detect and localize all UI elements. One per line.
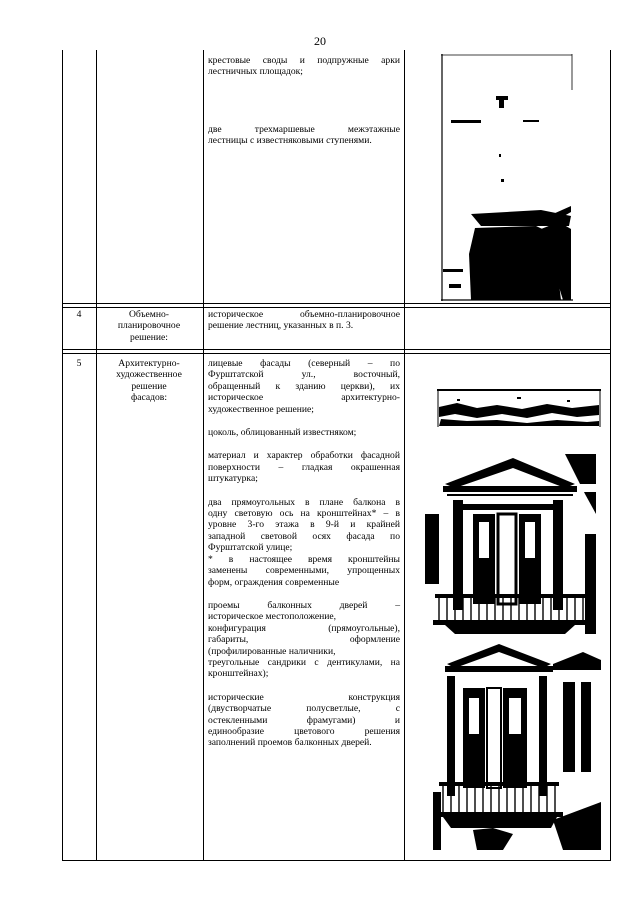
paragraph — [208, 497, 400, 588]
text-line: западной световой осях фасада по — [208, 530, 400, 542]
text-line: историческое местоположение, — [208, 611, 337, 623]
text-line: планировочное — [117, 320, 181, 332]
text-line: штукатурка; — [208, 473, 258, 485]
balcony-photo-2 — [433, 642, 601, 850]
paragraph — [208, 309, 400, 332]
text-line: две трехмаршевые межэтажные — [208, 123, 400, 135]
staircase-photo-graphic — [441, 54, 573, 301]
column-divider-1 — [96, 50, 97, 861]
text-line: остекленными фрамугами) и — [208, 714, 400, 726]
plinth-photo-graphic — [437, 389, 601, 427]
row-divider-b — [62, 307, 611, 308]
text-line: решение — [131, 380, 167, 392]
row-divider-a — [62, 303, 611, 304]
text-line: уровне 3-го этажа в 9-й и крайней — [208, 519, 400, 531]
paragraph — [208, 450, 400, 484]
text-line: заполнений проемов балконных дверей. — [208, 737, 372, 749]
row-divider-d — [62, 353, 611, 354]
table-border-bottom — [62, 860, 611, 861]
column-divider-2 — [203, 50, 204, 861]
text-line: Фурштатской улице; — [208, 542, 293, 554]
column-divider-3 — [404, 50, 405, 861]
row-5-name — [99, 358, 199, 404]
text-line: художественное решение; — [208, 403, 314, 415]
text-line: решение лестниц, указанных в п. 3. — [208, 320, 354, 332]
text-line: кронштейнах); — [208, 668, 269, 680]
text-line: два прямоугольных в плане балкона в — [208, 496, 400, 508]
balcony-photo-1 — [425, 454, 596, 634]
text-line: лестницы с известняковыми ступенями. — [208, 135, 372, 147]
text-line: Объемно- — [129, 309, 169, 320]
text-line: заменены современными, упрощенных — [208, 565, 400, 577]
text-line: художественное — [116, 369, 182, 381]
text-line: решение: — [130, 331, 168, 343]
text-line: одну световую ось на кронштейнах* – в — [208, 508, 400, 520]
row-4-text — [208, 309, 400, 332]
text-line: материал и характер обработки фасадной — [208, 450, 400, 462]
table-border-right — [610, 50, 611, 861]
text-line: цоколь, облицованный известняком; — [208, 427, 357, 439]
text-line: единообразие цветового решения — [208, 725, 400, 737]
text-line: габариты, оформление — [208, 634, 400, 646]
text-line: историческое архитектурно- — [208, 392, 400, 404]
text-line: крестовые своды и подпружные арки — [208, 55, 400, 66]
page-number: 20 — [314, 34, 326, 48]
text-line: Архитектурно- — [118, 358, 180, 369]
text-line: проемы балконных дверей – — [208, 599, 400, 611]
text-line: форм, ограждения современные — [208, 576, 340, 588]
text-line: * в настоящее время кронштейны — [208, 553, 400, 565]
row-3-text — [208, 55, 400, 147]
balcony-photo-1-graphic — [425, 454, 596, 634]
text-line: треугольные сандрики с дентикулами, на — [208, 656, 400, 668]
row-5-number: 5 — [76, 358, 82, 369]
text-line: (двустворчатые полусветлые, с — [208, 703, 400, 715]
text-line: историческое объемно-планировочное — [208, 309, 400, 320]
text-line: конфигурация (прямоугольные), — [208, 622, 400, 634]
paragraph — [208, 427, 400, 438]
paragraph — [208, 358, 400, 415]
row-divider-c — [62, 349, 611, 350]
text-line: поверхности – гладкая окрашенная — [208, 461, 400, 473]
plinth-photo — [437, 389, 601, 427]
row-4-number: 4 — [76, 309, 82, 320]
text-line: исторические конструкция — [208, 691, 400, 703]
text-line: обращенный к зданию церкви), их — [208, 380, 400, 392]
table-border-left — [62, 50, 63, 861]
paragraph — [208, 55, 400, 78]
row-5-text — [208, 358, 400, 749]
paragraph — [208, 124, 400, 147]
text-line: Фурштатской ул., восточный, — [208, 369, 400, 381]
text-line: лестничных площадок; — [208, 66, 303, 78]
text-line: фасадов: — [131, 392, 167, 404]
text-line: лицевые фасады (северный – по — [208, 358, 400, 369]
paragraph — [208, 600, 400, 680]
staircase-photo — [441, 54, 573, 301]
balcony-photo-2-graphic — [433, 642, 601, 850]
heritage-table — [62, 50, 611, 861]
paragraph — [208, 692, 400, 749]
text-line: (профилированные наличники, — [208, 645, 336, 657]
row-4-name — [99, 309, 199, 343]
